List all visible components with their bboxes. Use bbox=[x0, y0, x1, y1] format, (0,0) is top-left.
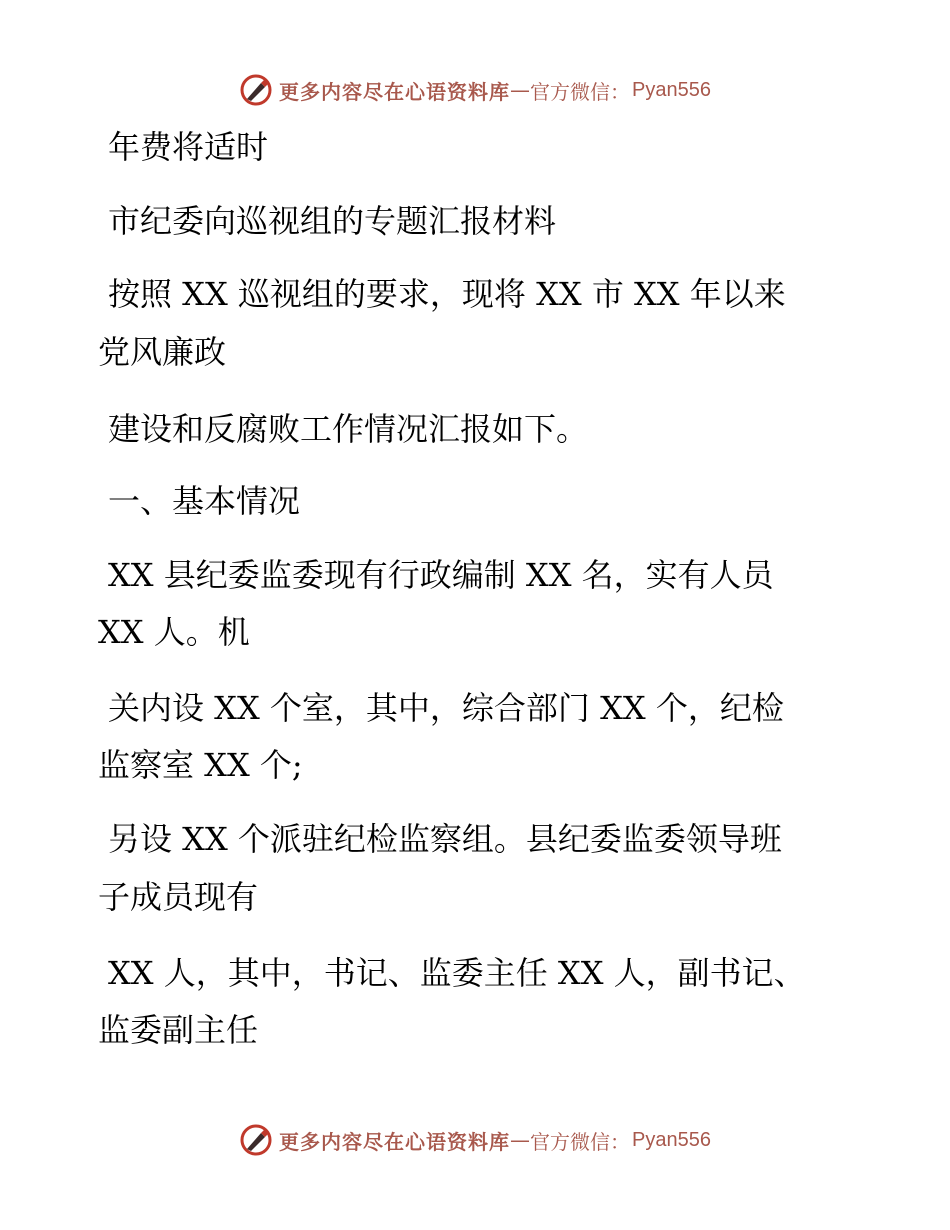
text-line: 关内设 XX 个室，其中，综合部门 XX 个，纪检 bbox=[108, 689, 784, 727]
watermark-brand: 更多内容尽在心语资料库 bbox=[279, 79, 511, 104]
text-line: 年费将适时 bbox=[108, 128, 269, 166]
text-line: 建设和反腐败工作情况汇报如下。 bbox=[108, 410, 589, 448]
section-heading: 一、基本情况 bbox=[108, 482, 301, 520]
watermark-id: Pyan556 bbox=[632, 1128, 711, 1151]
text-line: XX 县纪委监委现有行政编制 XX 名，实有人员 bbox=[108, 556, 774, 594]
watermark-label: 官方微信： bbox=[530, 1129, 631, 1154]
text-line: 监察室 XX 个; bbox=[98, 746, 303, 784]
watermark-label: 官方微信： bbox=[530, 79, 631, 104]
text-line: 按照 XX 巡视组的要求，现将 XX 市 XX 年以来 bbox=[108, 275, 786, 313]
text-line: 另设 XX 个派驻纪检监察组。县纪委监委领导班 bbox=[108, 820, 782, 858]
text-line: 监委副主任 bbox=[98, 1011, 259, 1049]
text-line: 子成员现有 bbox=[98, 878, 259, 916]
footer-watermark bbox=[0, 1120, 950, 1160]
text-line: XX 人。机 bbox=[98, 613, 250, 651]
text-line: 党风廉政 bbox=[98, 333, 227, 371]
text-line: XX 人，其中，书记、监委主任 XX 人，副书记、 bbox=[108, 954, 806, 992]
watermark-id: Pyan556 bbox=[632, 78, 711, 101]
watermark-separator: — bbox=[510, 78, 531, 102]
watermark-brand: 更多内容尽在心语资料库 bbox=[279, 1129, 511, 1154]
watermark-separator: — bbox=[510, 1128, 531, 1152]
pen-logo-icon bbox=[239, 1123, 273, 1157]
text-line: 市纪委向巡视组的专题汇报材料 bbox=[108, 202, 557, 240]
